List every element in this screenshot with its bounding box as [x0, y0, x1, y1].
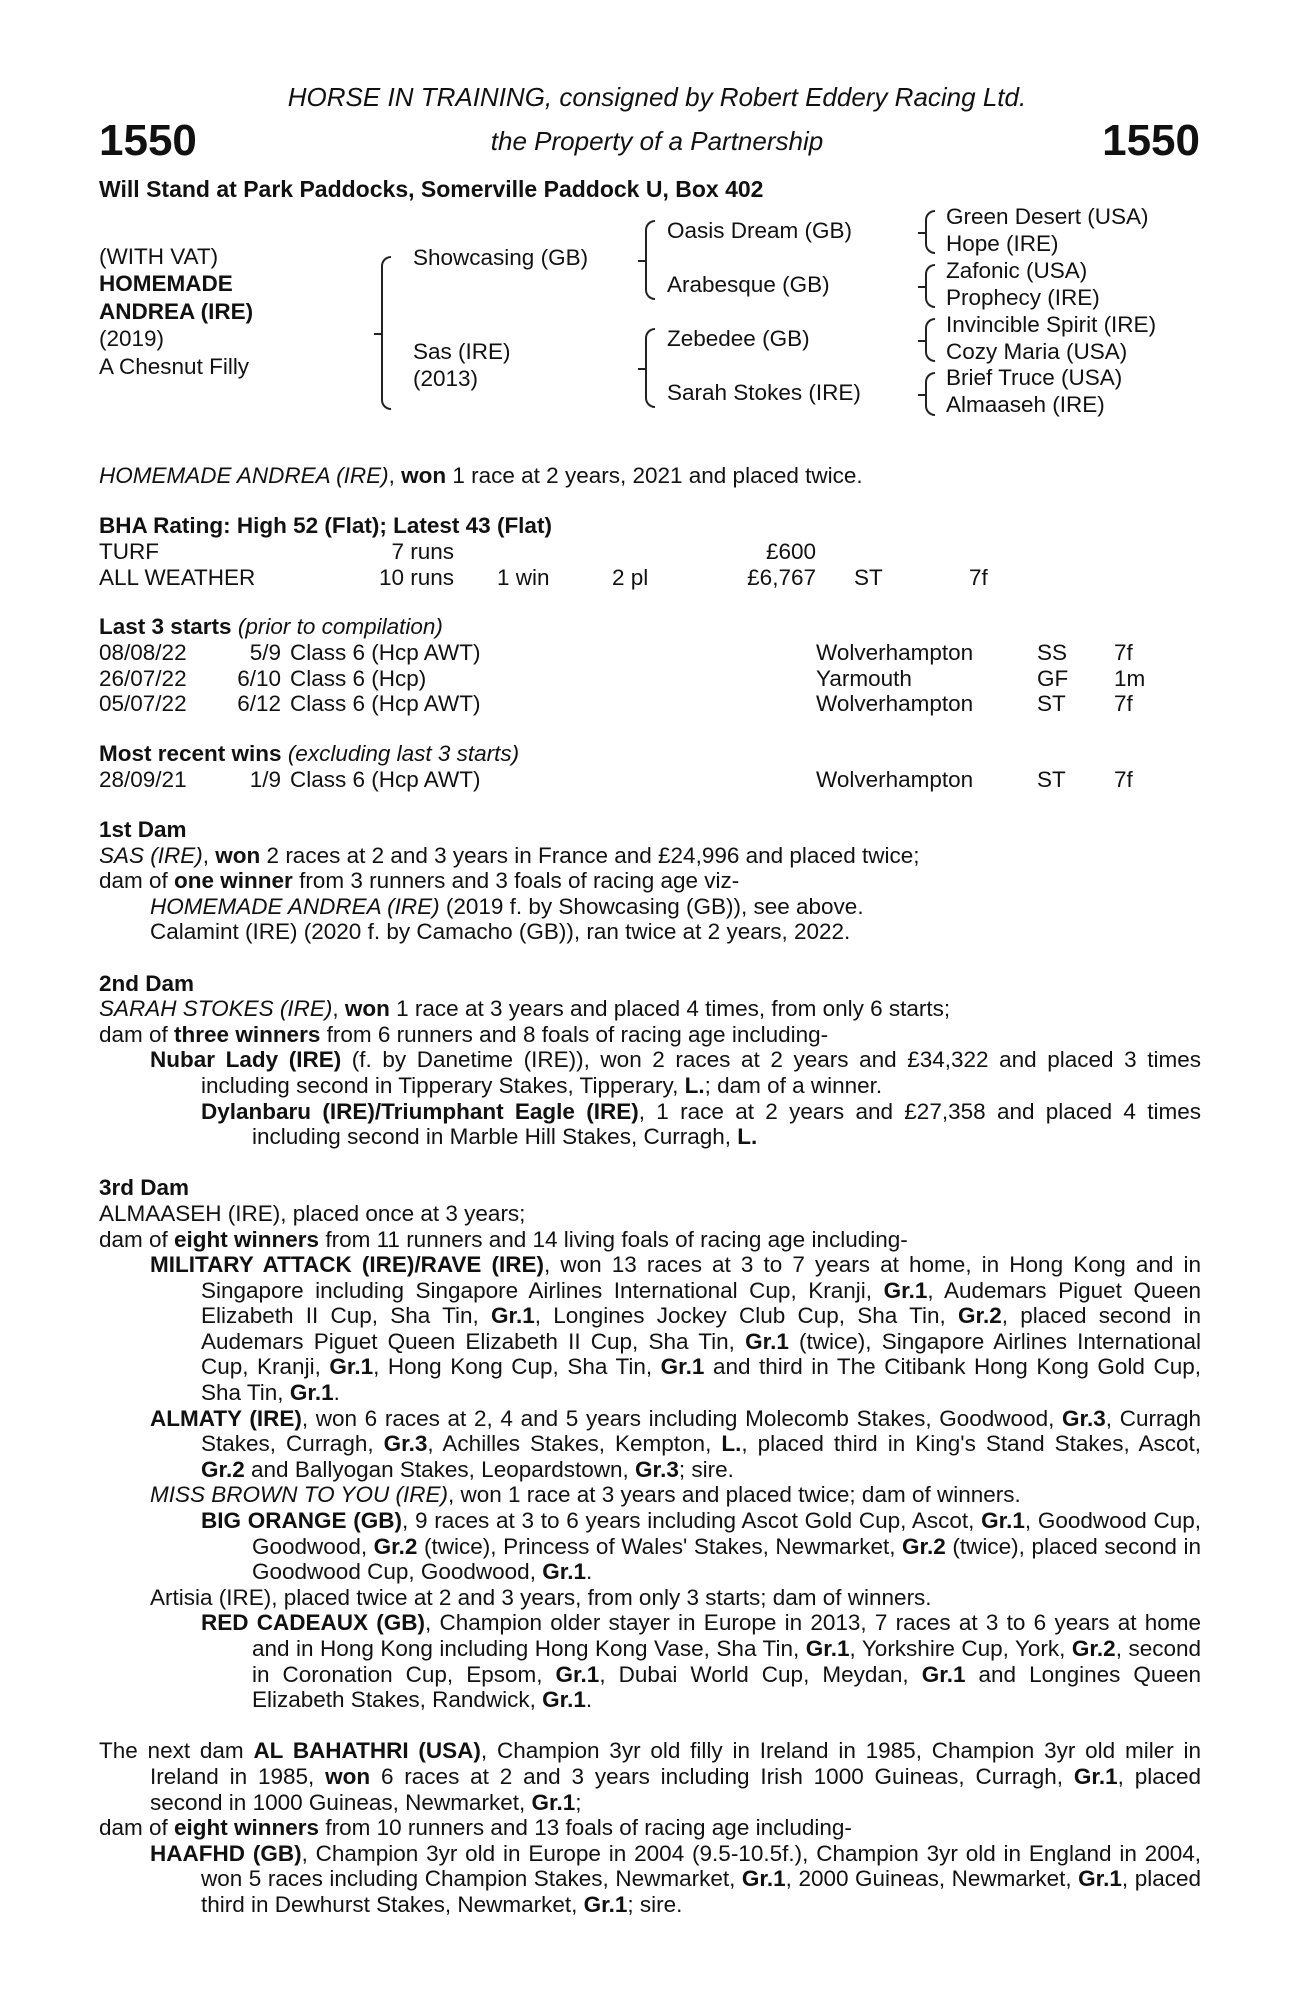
text: . [585, 1687, 593, 1713]
rating-prize: £6,767 [747, 564, 816, 590]
text: and third in The Citibank Hong Kong Gold Cup, Sha Tin, [201, 1354, 1201, 1406]
produce-entry [99, 894, 1201, 920]
text: , placed third in King's Stand Stakes, Ascot, [741, 1431, 1201, 1457]
rating-runs: 10 runs [378, 564, 454, 590]
text: dam of [99, 868, 175, 894]
rating-surface: ALL WEATHER [99, 564, 256, 590]
text: , [202, 842, 216, 868]
text: , won 6 races at 2, 4 and 5 years including Molecomb Stakes, Goodwood, [301, 1405, 1063, 1431]
pedigree-sire-sire: Oasis Dream (GB) [667, 218, 853, 243]
produce-entry [99, 1585, 1201, 1611]
text: . [585, 1559, 593, 1585]
start-course: Wolverhampton [816, 640, 974, 665]
bold-text: RED CADEAUX (GB) [201, 1610, 425, 1636]
produce-entry [99, 1252, 1201, 1406]
start-date: 08/08/22 [99, 640, 187, 665]
section-gap [99, 945, 1201, 971]
rating-surface: TURF [99, 539, 159, 564]
bold-text: Gr.1 [289, 1380, 334, 1406]
last-starts-title: Last 3 starts [99, 614, 232, 639]
bold-text: MILITARY ATTACK (IRE)/RAVE (IRE) [150, 1252, 545, 1278]
produce-entry [99, 1022, 1201, 1048]
produce-record [99, 817, 1201, 1918]
pedigree-dam: Sas (IRE) [413, 339, 511, 364]
text: , Goodwood Cup, Goodwood, [252, 1508, 1201, 1559]
text: ; sire. [627, 1891, 683, 1917]
bold-text: Gr.1 [329, 1354, 374, 1380]
text: 1 race at 3 years and placed 4 times, from only 6 starts; [389, 996, 951, 1022]
bold-text: three winners [174, 1021, 321, 1047]
section-heading: 2nd Dam [99, 970, 195, 996]
start-pos: 6/10 [237, 665, 281, 691]
start-race: Class 6 (Hcp) [290, 665, 427, 691]
start-date: 05/07/22 [99, 691, 187, 717]
pedigree-brace [925, 372, 935, 416]
pedigree-dam-year: (2013) [413, 366, 479, 391]
rating-wins: 1 win [497, 564, 550, 590]
italic-text: SAS (IRE) [99, 842, 203, 868]
start-going: ST [1037, 767, 1066, 792]
text: dam of [99, 1815, 175, 1841]
bold-text: eight winners [174, 1815, 320, 1841]
start-dist: 7f [1114, 691, 1133, 717]
text: ; dam of a winner. [704, 1072, 883, 1098]
start-pos: 1/9 [249, 767, 281, 792]
bold-text: BIG ORANGE (GB) [201, 1508, 402, 1534]
last-starts-heading [99, 614, 443, 640]
summary-separator: , [388, 463, 402, 488]
text: (f. by Danetime (IRE)), won 2 races at 2 years and £34,322 and placed 3 times including second in Tipperary Stakes, Tipperary, [201, 1047, 1201, 1098]
produce-entry [99, 1841, 1201, 1918]
produce-entry [99, 1508, 1201, 1585]
produce-entry [99, 1738, 1201, 1815]
text: The next dam [99, 1738, 254, 1764]
text: , [332, 996, 345, 1022]
rating-prize: £600 [765, 539, 816, 564]
pedigree-gen4: Almaaseh (IRE) [946, 392, 1105, 417]
start-course: Wolverhampton [816, 691, 974, 717]
start-course: Yarmouth [816, 665, 912, 691]
italic-text: HOMEMADE ANDREA (IRE) [150, 893, 440, 919]
text: , second in Coronation Cup, Epsom, [252, 1636, 1201, 1687]
bold-text: Gr.1 [660, 1354, 705, 1380]
bold-text: HAAFHD (GB) [150, 1840, 302, 1866]
text: ALMAASEH (IRE), placed once at 3 years; [99, 1200, 526, 1226]
text: 6 races at 2 and 3 years including Irish 1000 Guineas, Curragh, [370, 1763, 1074, 1789]
text: , 2000 Guineas, Newmarket, [785, 1866, 1079, 1892]
recent-wins-heading [99, 741, 519, 767]
pedigree-brace [645, 220, 655, 300]
pedigree-brace [645, 328, 655, 408]
last-starts-note: (prior to compilation) [237, 614, 443, 639]
bold-text: Gr.1 [981, 1508, 1025, 1534]
produce-entry [99, 919, 1201, 945]
produce-entry [99, 1227, 1201, 1253]
rating-going: ST [854, 564, 883, 590]
section-heading: 3rd Dam [99, 1175, 190, 1201]
start-going: SS [1037, 640, 1068, 665]
italic-text: MISS BROWN TO YOU (IRE) [150, 1482, 448, 1508]
stabling-location: Will Stand at Park Paddocks, Somerville Paddock U, Box 402 [99, 176, 764, 202]
start-pos: 5/9 [249, 640, 281, 665]
start-dist: 7f [1114, 640, 1133, 665]
start-going: GF [1037, 665, 1069, 691]
bold-text: Gr.3 [383, 1431, 428, 1457]
text: , Longines Jockey Club Cup, Sha Tin, [534, 1303, 958, 1329]
section-heading: 1st Dam [99, 817, 187, 842]
rating-placed: 2 pl [612, 564, 649, 590]
pedigree-gen4: Invincible Spirit (IRE) [946, 312, 1157, 337]
start-race: Class 6 (Hcp AWT) [290, 691, 481, 717]
text: (twice), placed second in Goodwood Cup, Goodwood, [252, 1533, 1201, 1585]
start-dist: 1m [1114, 665, 1146, 691]
produce-entry [99, 1482, 1201, 1508]
produce-entry [99, 1406, 1201, 1483]
recent-wins-note: (excluding last 3 starts) [287, 741, 520, 766]
text: , placed second in 1000 Guineas, Newmarket, [150, 1763, 1201, 1815]
bold-text: Gr.3 [1062, 1405, 1106, 1431]
bold-text: Gr.1 [531, 1789, 576, 1815]
produce-entry [99, 1099, 1201, 1150]
text: (2019 f. by Showcasing (GB)), see above. [439, 893, 864, 919]
section-gap [99, 1713, 1201, 1739]
produce-entry [99, 868, 1201, 894]
text: , Achilles Stakes, Kempton, [427, 1431, 722, 1457]
bold-text: Gr.1 [583, 1891, 628, 1917]
bold-text: Gr.2 [1071, 1636, 1116, 1661]
text: , Curragh Stakes, Curragh, [201, 1405, 1201, 1457]
pedigree-dam-dam: Sarah Stokes (IRE) [667, 380, 861, 405]
pedigree-sire-dam: Arabesque (GB) [667, 272, 830, 297]
start-going: ST [1037, 691, 1066, 717]
pedigree-brace [925, 210, 935, 254]
pedigree-gen4: Green Desert (USA) [946, 204, 1149, 229]
bold-text: Dylanbaru (IRE)/Triumphant Eagle (IRE) [201, 1098, 639, 1124]
pedigree-gen4: Cozy Maria (USA) [946, 339, 1128, 364]
text: , Champion 3yr old filly in Ireland in 1985, Champion 3yr old miler in Ireland in 1985, [150, 1738, 1201, 1789]
bold-text: ALMATY (IRE) [150, 1405, 302, 1431]
text: , placed third in Dewhurst Stakes, Newmarket, [201, 1866, 1201, 1917]
pedigree-gen4: Prophecy (IRE) [946, 285, 1100, 310]
text: , 1 race at 2 years and £27,358 and placed 4 times including second in Marble Hill Stakes, Curragh, [252, 1098, 1201, 1150]
text: , Hong Kong Cup, Sha Tin, [373, 1354, 661, 1380]
text: , 9 races at 3 to 6 years including Ascot Gold Cup, Ascot, [401, 1508, 982, 1534]
text: . [333, 1380, 340, 1406]
bold-text: one winner [174, 868, 293, 894]
start-race: Class 6 (Hcp AWT) [290, 640, 481, 665]
pedigree-brace [925, 318, 935, 362]
recent-wins-title: Most recent wins [99, 741, 282, 766]
bold-text: Gr.1 [1073, 1763, 1118, 1789]
bold-text: Gr.2 [902, 1533, 946, 1559]
bold-text: Gr.1 [490, 1303, 535, 1329]
produce-entry [99, 1047, 1201, 1098]
text: , Dubai World Cup, Meydan, [599, 1661, 922, 1687]
text: 2 races at 2 and 3 years in France and £24,996 and placed twice; [260, 842, 920, 868]
pedigree-gen4: Hope (IRE) [946, 231, 1059, 256]
vat-note: (WITH VAT) [99, 244, 219, 269]
start-pos: 6/12 [237, 691, 281, 717]
pedigree-dam-sire: Zebedee (GB) [667, 326, 810, 351]
pedigree-brace [925, 264, 935, 308]
text: Artisia (IRE), placed twice at 2 and 3 years, from only 3 starts; dam of winners. [150, 1584, 932, 1610]
bold-text: won [215, 842, 261, 868]
bold-text: Gr.1 [741, 1866, 786, 1892]
text: and Longines Queen Elizabeth Stakes, Randwick, [252, 1661, 1201, 1713]
text: ; [575, 1789, 582, 1815]
lot-number-right: 1550 [1102, 116, 1200, 165]
rating-runs: 7 runs [391, 539, 454, 564]
vendor-line: the Property of a Partnership [490, 126, 824, 156]
pedigree-brace [381, 256, 391, 410]
bold-text: Gr.1 [745, 1328, 789, 1354]
summary-text: 1 race at 2 years, 2021 and placed twice. [446, 463, 863, 488]
text: , Yorkshire Cup, York, [849, 1636, 1072, 1661]
bold-text: Gr.1 [883, 1277, 928, 1303]
text: Calamint (IRE) (2020 f. by Camacho (GB)), ran twice at 2 years, 2022. [150, 919, 851, 945]
bold-text: Gr.1 [1078, 1866, 1122, 1892]
start-date: 26/07/22 [99, 665, 187, 691]
start-date: 28/09/21 [99, 767, 187, 792]
text: dam of [99, 1226, 175, 1252]
bold-text: AL BAHATHRI (USA) [253, 1738, 481, 1764]
start-dist: 7f [1114, 767, 1133, 792]
italic-text: SARAH STOKES (IRE) [99, 996, 333, 1022]
horse-name-line2: ANDREA (IRE) [99, 299, 254, 324]
produce-entry [99, 843, 1201, 869]
text: and Ballyogan Stakes, Leopardstown, [244, 1456, 636, 1482]
text: ; sire. [678, 1456, 734, 1482]
bold-text: Gr.3 [635, 1456, 679, 1482]
text: , Champion 3yr old in Europe in 2004 (9.5-10.5f.), Champion 3yr old in England in 2004, won 5 races including Champion Stakes, Newmarket, [201, 1840, 1201, 1892]
text: , won 1 race at 3 years and placed twice; dam of winners. [447, 1482, 1021, 1508]
text: from 6 runners and 8 foals of racing age including- [320, 1021, 829, 1047]
pedigree-gen4: Zafonic (USA) [946, 258, 1088, 283]
bold-text: Gr.2 [373, 1533, 418, 1559]
start-course: Wolverhampton [816, 767, 974, 792]
text: , Champion older stayer in Europe in 2013, 7 races at 3 to 6 years at home and in Hong Kong including Hong Kong Vase, Sha Tin, [252, 1610, 1201, 1661]
text: (twice), Singapore Airlines International Cup, Kranji, [201, 1328, 1201, 1380]
bold-text: Gr.1 [542, 1687, 586, 1713]
bold-text: Gr.1 [555, 1661, 600, 1687]
bold-text: Nubar Lady (IRE) [150, 1047, 342, 1073]
bha-rating: BHA Rating: High 52 (Flat); Latest 43 (Flat) [99, 513, 552, 538]
lot-number-left: 1550 [99, 116, 197, 165]
catalogue-header: HORSE IN TRAINING, consigned by Robert Eddery Racing Ltd. [287, 82, 1027, 112]
text: from 3 runners and 3 foals of racing age viz- [292, 868, 740, 894]
produce-entry [99, 1201, 1201, 1227]
pedigree-gen4: Brief Truce (USA) [946, 365, 1123, 390]
bold-text: eight winners [174, 1226, 320, 1252]
bold-text: Gr.1 [805, 1636, 850, 1661]
text: , won 13 races at 3 to 7 years at home, in Hong Kong and in Singapore including Singapore Airlines International Cup, Kranji, [201, 1252, 1202, 1303]
horse-year: (2019) [99, 326, 165, 351]
bold-text: Gr.2 [201, 1456, 245, 1482]
produce-entry [99, 1610, 1201, 1712]
section-gap [99, 1150, 1201, 1176]
summary-won: won [401, 463, 447, 488]
bold-text: L. [737, 1124, 758, 1150]
rating-dist: 7f [969, 564, 988, 590]
text: from 10 runners and 13 foals of racing age including- [319, 1815, 852, 1841]
text: (twice), Princess of Wales' Stakes, Newmarket, [417, 1533, 903, 1559]
bold-text: Gr.1 [542, 1559, 586, 1585]
horse-name-line1: HOMEMADE [99, 271, 233, 296]
bold-text: won [325, 1763, 371, 1789]
horse-description: A Chesnut Filly [99, 354, 250, 379]
text: dam of [99, 1021, 175, 1047]
summary-horse-name: HOMEMADE ANDREA (IRE) [99, 463, 389, 488]
bold-text: L. [684, 1072, 705, 1098]
text: , placed second in Audemars Piguet Queen Elizabeth II Cup, Sha Tin, [201, 1303, 1202, 1354]
pedigree-sire: Showcasing (GB) [413, 245, 589, 270]
bold-text: L. [721, 1431, 742, 1457]
text: from 11 runners and 14 living foals of racing age including- [319, 1226, 908, 1252]
text: , Audemars Piguet Queen Elizabeth II Cup, Sha Tin, [201, 1277, 1201, 1329]
produce-entry [99, 1815, 1201, 1841]
race-summary [99, 463, 863, 489]
produce-entry [99, 996, 1201, 1022]
bold-text: Gr.1 [921, 1661, 966, 1687]
bold-text: won [344, 996, 390, 1022]
start-race: Class 6 (Hcp AWT) [290, 767, 481, 792]
bold-text: Gr.2 [957, 1303, 1002, 1329]
